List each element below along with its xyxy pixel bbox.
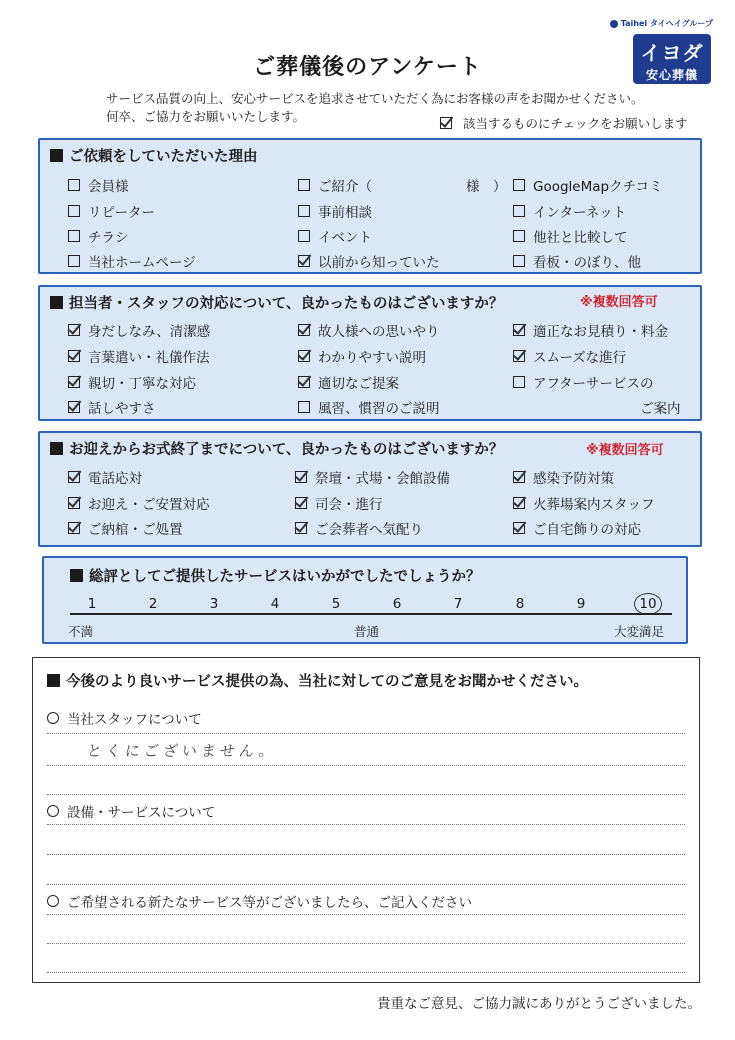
rating-mid-label: 普通 <box>354 624 380 639</box>
checkbox-icon[interactable] <box>298 230 310 242</box>
question-text: ご希望される新たなサービス等がございましたら、ご記入ください <box>67 895 472 911</box>
option-clear-explanation[interactable] <box>298 346 426 366</box>
question-new-services <box>47 891 472 911</box>
rating-9[interactable]: 9 <box>576 596 586 612</box>
square-bullet-icon <box>47 674 60 687</box>
option-label: 看板・のぼり、他 <box>533 255 641 271</box>
option-label: 親切・丁寧な対応 <box>88 376 196 392</box>
option-smooth[interactable] <box>513 346 626 366</box>
option-label: 言葉遣い・礼儀作法 <box>88 350 210 366</box>
rating-6[interactable]: 6 <box>392 596 402 612</box>
option-internet[interactable] <box>513 201 626 221</box>
option-manners[interactable] <box>68 346 210 366</box>
option-label: チラシ <box>88 230 129 246</box>
checkbox-icon[interactable] <box>513 230 525 242</box>
option-label: ご紹介（ <box>318 179 372 195</box>
checkbox-checked-icon[interactable] <box>68 350 80 362</box>
multiple-answer-note: ※複数回答可 <box>586 443 664 458</box>
checkbox-checked-icon[interactable] <box>295 522 307 534</box>
option-label: 風習、慣習のご説明 <box>318 401 440 417</box>
section-title <box>47 670 588 691</box>
option-flyer[interactable] <box>68 226 129 246</box>
checkbox-icon[interactable] <box>298 205 310 217</box>
answer-line[interactable] <box>47 943 685 944</box>
section-title-text: 担当者・スタッフの対応について、良かったものはございますか？ <box>69 296 504 312</box>
option-customs[interactable] <box>298 397 440 417</box>
option-pickup[interactable] <box>68 493 210 513</box>
option-label: 火葬場案内スタッフ <box>533 497 655 513</box>
option-estimate[interactable] <box>513 320 668 340</box>
section-title <box>50 292 503 313</box>
section-staff-response <box>38 285 702 421</box>
brand-dot-icon <box>610 20 618 28</box>
check-instruction-text: 該当するものにチェックをお願いします <box>463 116 688 131</box>
circle-bullet-icon <box>47 895 59 907</box>
checkbox-checked-icon[interactable] <box>298 350 310 362</box>
checkbox-checked-icon[interactable] <box>513 497 525 509</box>
circle-bullet-icon <box>47 805 59 817</box>
intro-line-2: 何卒、ご協力をお願いいたします。 <box>106 109 306 124</box>
answer-line[interactable] <box>47 733 685 734</box>
section-overall-rating <box>42 556 688 644</box>
section-title-text: 総評としてご提供したサービスはいかがでしたでしょうか？ <box>89 569 481 585</box>
section-title-text: 今後のより良いサービス提供の為、当社に対してのご意見をお聞かせください。 <box>66 674 588 690</box>
checkbox-icon[interactable] <box>513 205 525 217</box>
option-repeater[interactable] <box>68 201 155 221</box>
option-consultation[interactable] <box>298 201 372 221</box>
answer-line[interactable] <box>47 794 685 795</box>
rating-1[interactable]: 1 <box>87 596 97 612</box>
rating-4[interactable]: 4 <box>270 596 280 612</box>
checkbox-checked-icon[interactable] <box>513 324 525 336</box>
checkbox-checked-icon[interactable] <box>68 401 80 413</box>
checkbox-checked-icon[interactable] <box>298 255 310 267</box>
answer-line[interactable] <box>47 824 685 825</box>
page-title: ご葬儀後のアンケート <box>253 55 482 80</box>
option-googlemap[interactable] <box>513 175 663 195</box>
option-label: ご自宅飾りの対応 <box>533 522 641 538</box>
option-easy-talk[interactable] <box>68 397 156 417</box>
checkbox-checked-icon[interactable] <box>295 471 307 483</box>
check-instruction <box>440 114 688 132</box>
option-label: 事前相談 <box>318 205 372 221</box>
answer-line[interactable] <box>47 884 685 885</box>
checkbox-icon[interactable] <box>513 376 525 388</box>
answer-line[interactable] <box>47 972 685 973</box>
circle-bullet-icon <box>47 712 59 724</box>
option-label: 故人様への思いやり <box>318 324 440 340</box>
question-staff <box>47 708 202 728</box>
option-label: 適切なご提案 <box>318 376 399 392</box>
option-label: わかりやすい説明 <box>318 350 426 366</box>
option-after-service[interactable] <box>513 372 654 392</box>
question-text: 当社スタッフについて <box>67 712 202 728</box>
option-consideration[interactable] <box>298 320 440 340</box>
referral-suffix: 様 ） <box>466 179 507 195</box>
option-label: 電話応対 <box>88 471 142 487</box>
checkbox-checked-icon[interactable] <box>295 497 307 509</box>
checkbox-checked-icon[interactable] <box>298 376 310 388</box>
section-ceremony <box>38 431 702 547</box>
option-home-decoration[interactable] <box>513 518 641 538</box>
option-phone[interactable] <box>68 467 142 487</box>
option-attendees[interactable] <box>295 518 423 538</box>
square-bullet-icon <box>70 569 83 582</box>
checkbox-icon[interactable] <box>68 179 80 191</box>
rating-5[interactable]: 5 <box>331 596 341 612</box>
rating-8[interactable]: 8 <box>515 596 525 612</box>
option-member[interactable] <box>68 175 129 195</box>
square-bullet-icon <box>50 442 63 455</box>
section-request-reason <box>38 138 702 274</box>
option-label: インターネット <box>533 205 627 221</box>
option-label: ご納棺・ご処置 <box>88 522 183 538</box>
checkbox-icon[interactable] <box>513 179 525 191</box>
checkbox-icon[interactable] <box>298 179 310 191</box>
option-label: 適正なお見積り・料金 <box>533 324 668 340</box>
option-label: GoogleMapクチコミ <box>533 179 663 195</box>
checkbox-icon[interactable] <box>68 230 80 242</box>
checkbox-checked-icon[interactable] <box>513 522 525 534</box>
rating-high-label: 大変満足 <box>614 624 665 639</box>
section-title <box>50 145 258 166</box>
checkbox-icon[interactable] <box>68 255 80 267</box>
checkbox-checked-icon[interactable] <box>68 471 80 483</box>
section-title-text: お迎えからお式終了までについて、良かったものはございますか？ <box>69 442 504 458</box>
option-label: 当社ホームページ <box>88 255 196 271</box>
checkbox-checked-icon[interactable] <box>513 350 525 362</box>
section-title <box>50 438 503 459</box>
option-infection[interactable] <box>513 467 614 487</box>
option-label: 感染予防対策 <box>533 471 614 487</box>
checkbox-icon[interactable] <box>68 205 80 217</box>
option-label: スムーズな進行 <box>533 350 627 366</box>
option-known-before[interactable] <box>298 251 440 271</box>
after-service-suffix: ご案内 <box>640 401 681 417</box>
checkbox-checked-icon[interactable] <box>68 376 80 388</box>
option-label: ご会葬者へ気配り <box>315 522 423 538</box>
option-altar[interactable] <box>295 467 450 487</box>
question-facilities <box>47 801 215 821</box>
option-label: 以前から知っていた <box>318 255 440 271</box>
checkbox-checked-icon[interactable] <box>68 324 80 336</box>
option-event[interactable] <box>298 226 372 246</box>
section-comments <box>32 657 700 983</box>
check-sample-icon <box>440 117 452 129</box>
handwritten-answer-staff: とくにございません。 <box>86 742 279 760</box>
option-label: アフターサービスの <box>533 376 654 392</box>
multiple-answer-note: ※複数回答可 <box>580 295 658 310</box>
option-label: リピーター <box>88 205 155 221</box>
option-kindness[interactable] <box>68 372 196 392</box>
square-bullet-icon <box>50 296 63 309</box>
option-label: 司会・進行 <box>315 497 383 513</box>
checkbox-checked-icon[interactable] <box>68 497 80 509</box>
rating-low-label: 不満 <box>68 624 94 639</box>
intro-line-1: サービス品質の向上、安心サービスを追求させていただく為にお客様の声をお聞かせください。 <box>106 91 644 106</box>
section-title <box>70 565 481 586</box>
option-encoffin[interactable] <box>68 518 183 538</box>
logo-sub-text: 安心葬儀 <box>645 68 698 82</box>
option-mc[interactable] <box>295 493 383 513</box>
option-label: 身だしなみ、清潔感 <box>88 324 211 340</box>
answer-line[interactable] <box>47 854 685 855</box>
checkbox-checked-icon[interactable] <box>513 471 525 483</box>
rating-7[interactable]: 7 <box>453 596 463 612</box>
brand-group-text: Taihei タイヘイグループ <box>620 19 713 28</box>
option-proposal[interactable] <box>298 372 399 392</box>
option-compared[interactable] <box>513 226 628 246</box>
option-signboard[interactable] <box>513 251 641 271</box>
option-label: 祭壇・式場・会館設備 <box>315 471 450 487</box>
thank-you-message: 貴重なご意見、ご協力誠にありがとうございました。 <box>377 996 701 1012</box>
checkbox-icon[interactable] <box>298 401 310 413</box>
option-label: 話しやすさ <box>88 401 156 417</box>
square-bullet-icon <box>50 149 63 162</box>
rating-10-selected[interactable]: 10 <box>639 596 657 612</box>
option-homepage[interactable] <box>68 251 196 271</box>
option-referral[interactable] <box>298 175 372 195</box>
answer-line[interactable] <box>47 765 685 766</box>
rating-scale-line <box>70 613 672 615</box>
option-label: 会員様 <box>88 179 129 195</box>
option-crematorium[interactable] <box>513 493 655 513</box>
option-label: イベント <box>318 230 372 246</box>
rating-3[interactable]: 3 <box>209 596 219 612</box>
option-label: 他社と比較して <box>533 230 628 246</box>
rating-2[interactable]: 2 <box>148 596 158 612</box>
logo-main-text: イヨダ <box>640 41 704 65</box>
checkbox-checked-icon[interactable] <box>68 522 80 534</box>
option-appearance[interactable] <box>68 320 210 340</box>
checkbox-checked-icon[interactable] <box>298 324 310 336</box>
option-label: お迎え・ご安置対応 <box>88 497 210 513</box>
section-title-text: ご依頼をしていただいた理由 <box>69 149 258 165</box>
answer-line[interactable] <box>47 914 685 915</box>
checkbox-icon[interactable] <box>513 255 525 267</box>
brand-group-label <box>610 18 713 29</box>
question-text: 設備・サービスについて <box>67 805 216 821</box>
